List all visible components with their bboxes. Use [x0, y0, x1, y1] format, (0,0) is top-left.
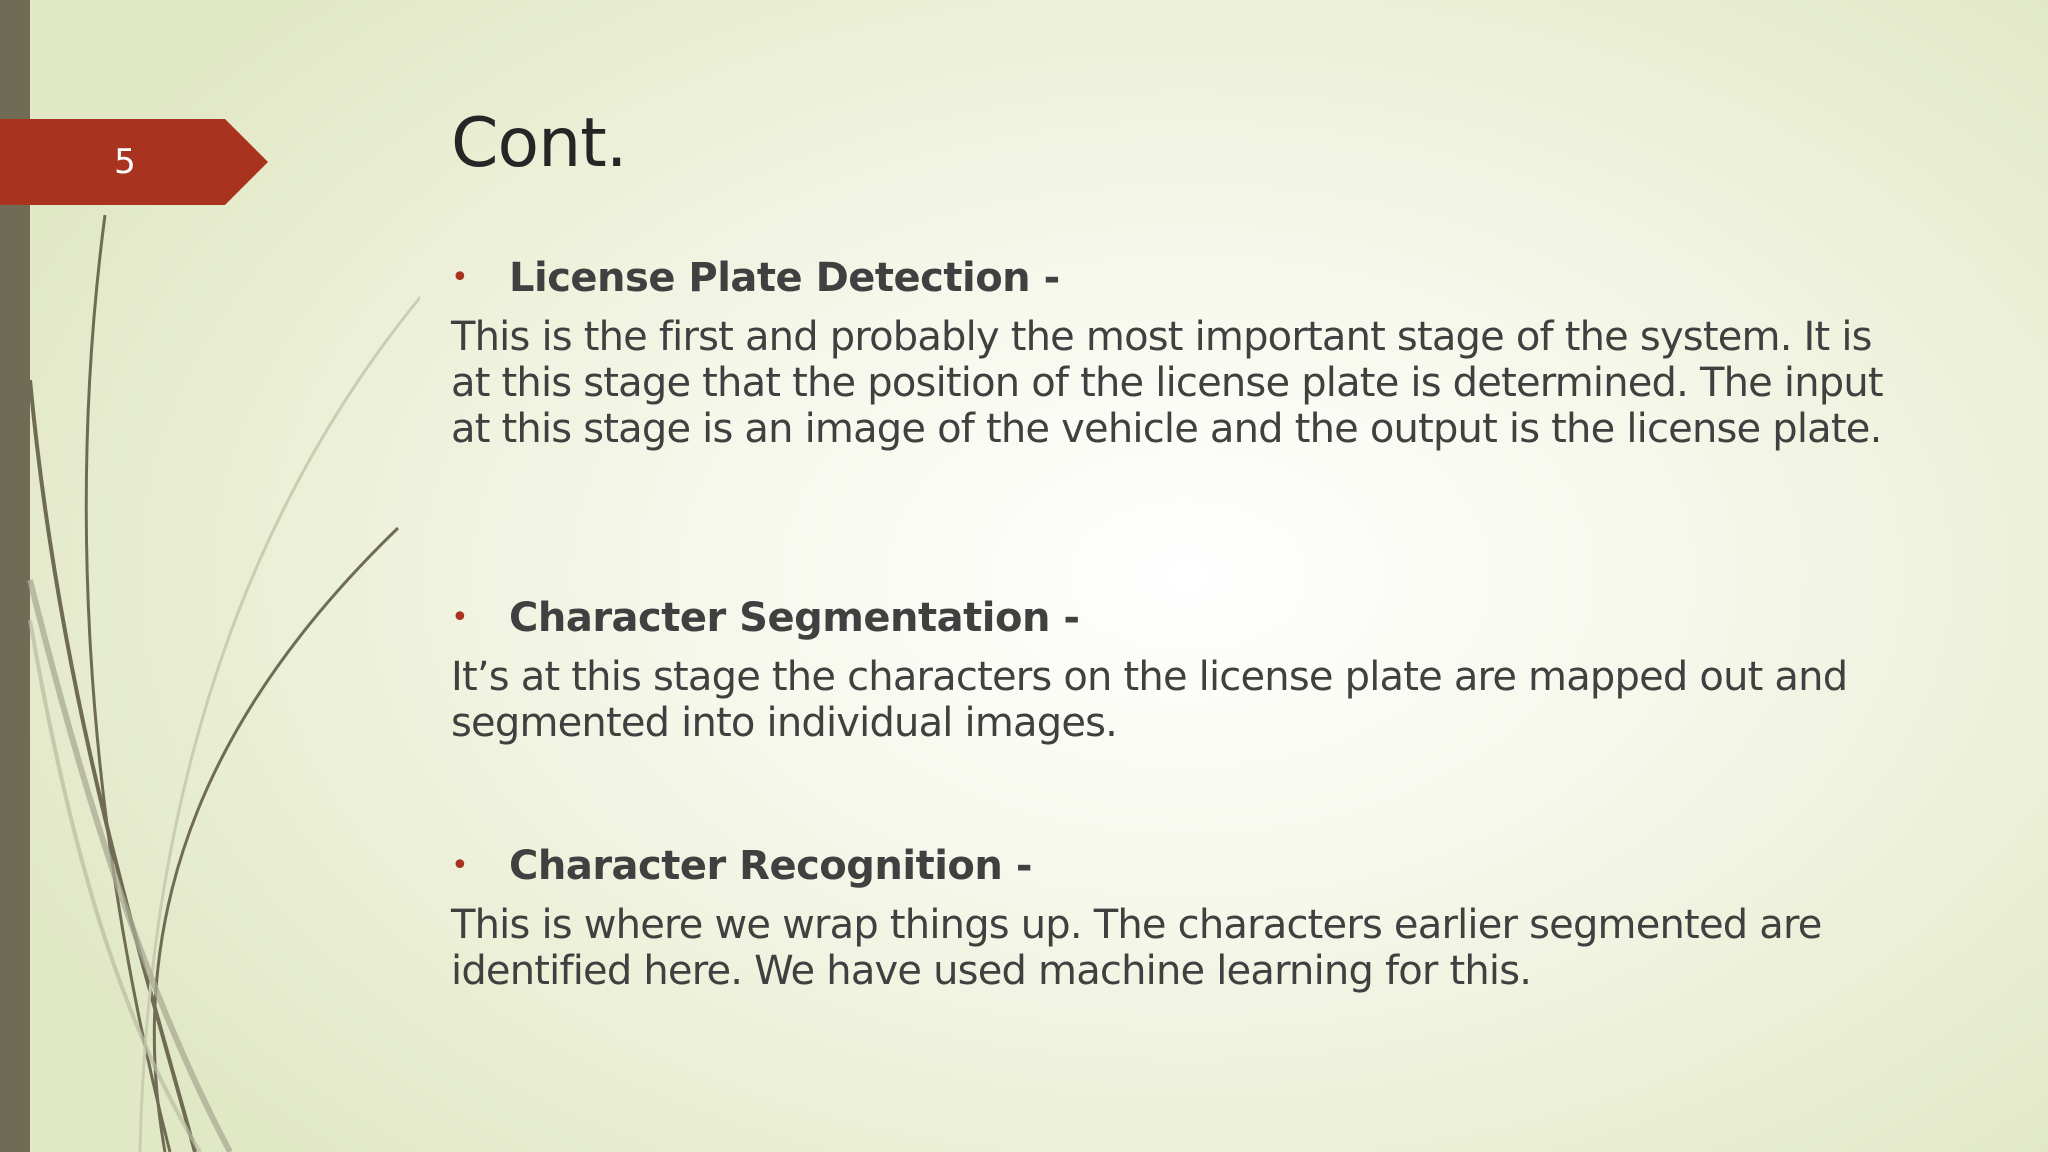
section-character-segmentation [451, 588, 1921, 746]
bullet-dot-icon: • [451, 600, 469, 635]
section-heading: License Plate Detection - [509, 255, 1060, 301]
section-heading: Character Recognition - [509, 843, 1032, 889]
bullet-heading-row [451, 836, 1921, 896]
bullet-dot-icon: • [451, 848, 469, 883]
section-character-recognition [451, 836, 1921, 994]
slide-number: 5 [114, 142, 136, 182]
section-heading: Character Segmentation - [509, 595, 1080, 641]
bullet-heading-row [451, 588, 1921, 648]
bullet-dot-icon: • [451, 260, 469, 295]
section-body: This is the first and probably the most important stage of the system. It is at this stage that the position of the license plate is determined. The input at this stage is an image of the vehicle and the output is the license plate. [451, 314, 1883, 452]
section-license-plate-detection [451, 248, 1921, 452]
slide-title: Cont. [451, 104, 627, 183]
bullet-heading-row [451, 248, 1921, 308]
section-body: This is where we wrap things up. The characters earlier segmented are identified here. We have used machine learning for this. [451, 902, 1822, 994]
section-body: It’s at this stage the characters on the license plate are mapped out and segmented into individual images. [451, 654, 1848, 746]
slide-number-tab [0, 119, 268, 205]
